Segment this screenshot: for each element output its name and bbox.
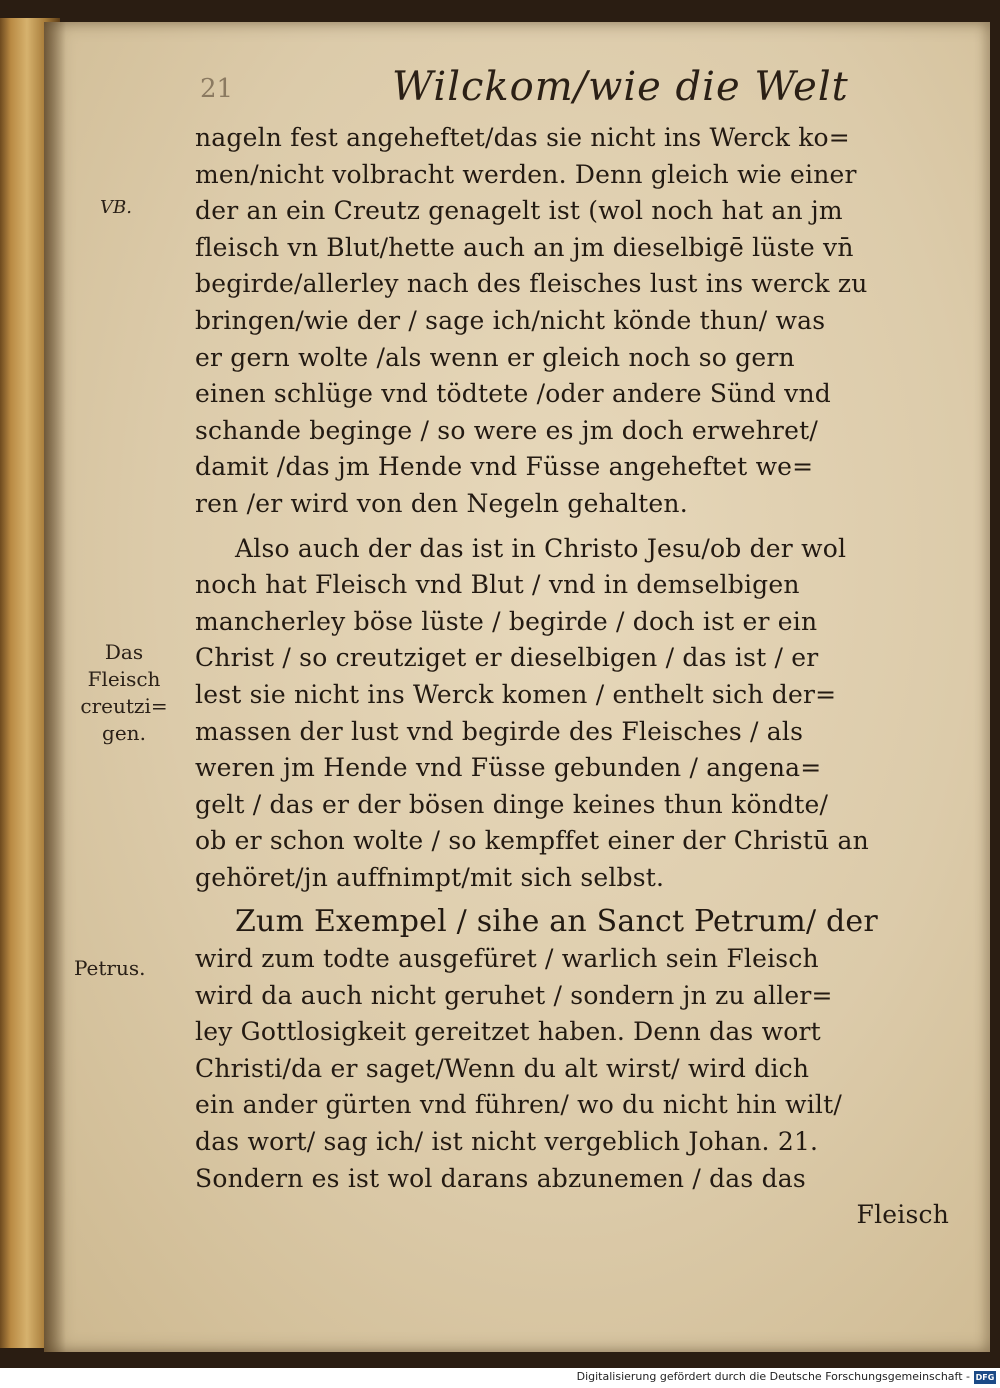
marginal-note-fleisch: [78, 640, 170, 748]
text-line: gelt / das er der bösen dinge keines thun köndte/: [195, 789, 829, 819]
footer-bar: [0, 1368, 1000, 1388]
text-line: ren /er wird von den Negeln gehalten.: [195, 488, 688, 518]
text-line: wird da auch nicht geruhet / sondern jn zu aller=: [195, 980, 833, 1010]
text-line: mancherley böse lüste / begirde / doch ist er ein: [195, 606, 818, 636]
marginal-line: gen.: [102, 721, 146, 745]
text-line: fleisch vn Blut/hette auch an jm dieselbigē lüste vn̄: [195, 232, 854, 262]
marginal-note-vb: VB.: [100, 197, 132, 218]
text-line: Zum Exempel / sihe an Sanct Petrum/ der: [235, 904, 878, 940]
gutter-shadow: [44, 22, 66, 1352]
text-line: men/nicht volbracht werden. Denn gleich wie einer: [195, 159, 857, 189]
main-text: [195, 120, 955, 1234]
text-line: Also auch der das ist in Christo Jesu/ob der wol: [235, 533, 847, 563]
text-line: bringen/wie der / sage ich/nicht könde thun/ was: [195, 305, 826, 335]
text-line: wird zum todte ausgefüret / warlich sein Fleisch: [195, 944, 819, 974]
paragraph-1: [195, 120, 955, 523]
text-line: ob er schon wolte / so kempffet einer der Christū an: [195, 826, 869, 856]
running-head: Wilckom/wie die Welt: [392, 64, 849, 110]
text-line: er gern wolte /als wenn er gleich noch so gern: [195, 342, 795, 372]
text-line: ein ander gürten vnd führen/ wo du nicht hin wilt/: [195, 1090, 842, 1120]
text-line: schande beginge / so were es jm doch erwehret/: [195, 415, 818, 445]
marginal-line: Fleisch: [87, 667, 161, 691]
page-number: 21: [200, 74, 234, 104]
catchword: Fleisch: [856, 1200, 949, 1230]
text-line: Christi/da er saget/Wenn du alt wirst/ wird dich: [195, 1053, 810, 1083]
paragraph-gap: [195, 896, 955, 904]
text-line: lest sie nicht ins Werck komen / enthelt sich der=: [195, 679, 837, 709]
text-line: nageln fest angeheftet/das sie nicht ins Werck ko=: [195, 123, 850, 152]
text-line: der an ein Creutz genagelt ist (wol noch hat an jm: [195, 196, 843, 226]
dfg-logo-icon: DFG: [975, 1373, 995, 1382]
text-line: damit /das jm Hende vnd Füsse angeheftet we=: [195, 452, 814, 482]
text-line: gehöret/jn auffnimpt/mit sich selbst.: [195, 862, 665, 892]
text-line: begirde/allerley nach des fleisches lust ins werck zu: [195, 269, 868, 299]
text-line: das wort/ sag ich/ ist nicht vergeblich Johan. 21.: [195, 1127, 819, 1157]
paragraph-2: [195, 531, 955, 897]
text-line: Sondern es ist wol darans abzunemen / das das: [195, 1163, 806, 1193]
text-line: ley Gottlosigkeit gereitzet haben. Denn das wort: [195, 1017, 821, 1047]
marginal-note-petrus: Petrus.: [74, 956, 146, 980]
paragraph-gap: [195, 523, 955, 531]
marginal-line: creutzi=: [80, 694, 168, 718]
text-line: Christ / so creutziget er dieselbigen / das ist / er: [195, 643, 819, 673]
funding-credit: Digitalisierung gefördert durch die Deutsche Forschungsgemeinschaft -: [576, 1370, 970, 1383]
text-line: massen der lust vnd begirde des Fleisches / als: [195, 716, 804, 746]
text-line: einen schlüge vnd tödtete /oder andere Sünd vnd: [195, 379, 831, 409]
text-line: noch hat Fleisch vnd Blut / vnd in demselbigen: [195, 570, 800, 600]
text-line: weren jm Hende vnd Füsse gebunden / angena=: [195, 753, 822, 783]
marginal-line: Das: [104, 640, 144, 664]
paragraph-3: [195, 904, 955, 1197]
